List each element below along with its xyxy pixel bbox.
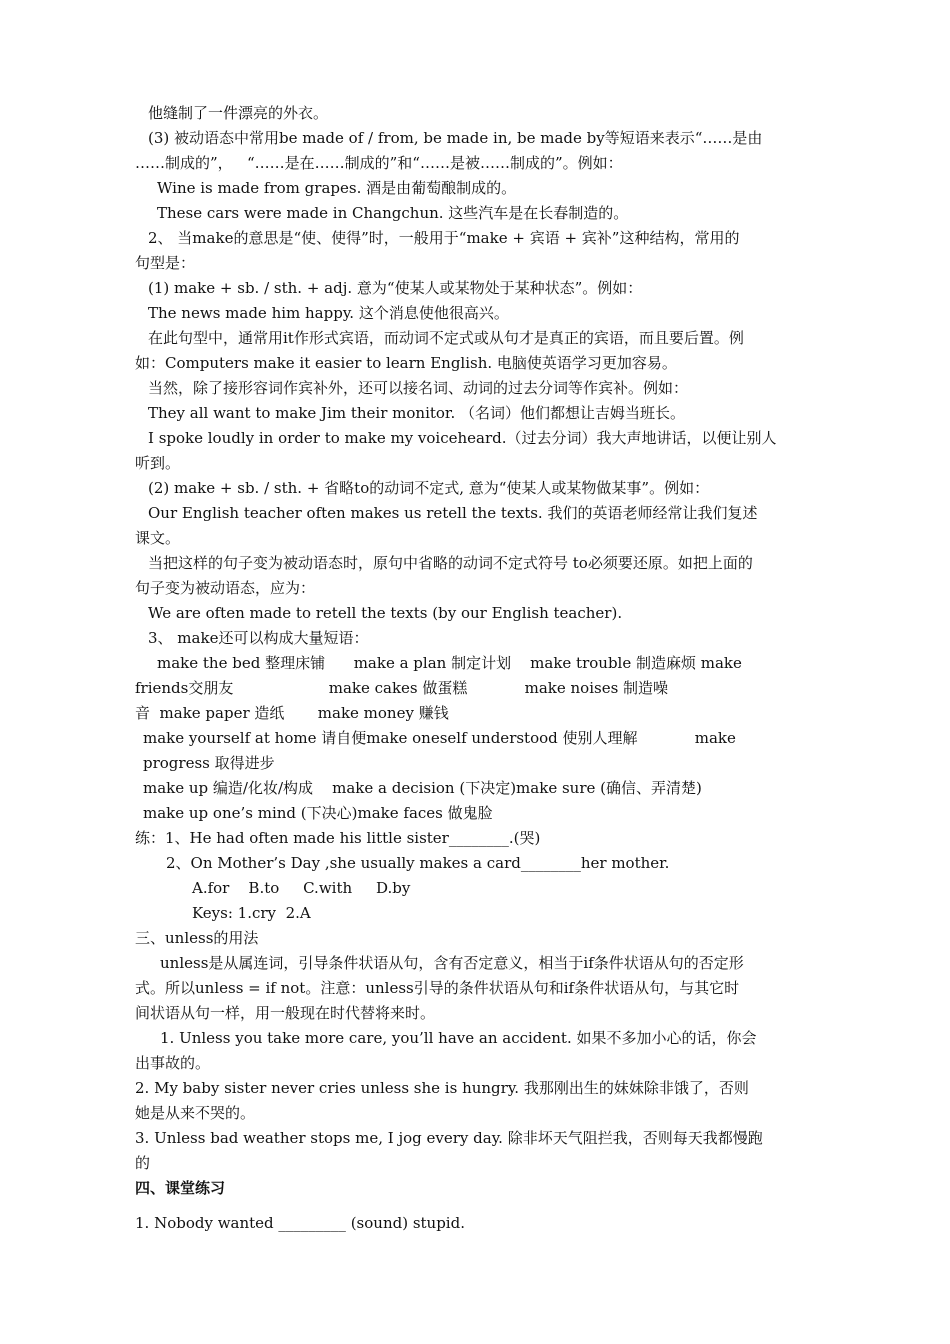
text-line: 如：Computers make it easier to learn English. 电脑使英语学习更加容易。 [135,354,677,372]
section-heading: 四、课堂练习 [135,1179,226,1197]
text-line: (3) 被动语态中常用be made of / from, be made in, be made by等短语来表示“……是由 [148,129,763,147]
text-line: Keys: 1.cry 2.A [192,904,311,922]
text-line: 的 [135,1154,151,1172]
text-line: make yourself at home 请自便make oneself understood 使别人理解 make [143,729,736,747]
text-line: friends交朋友 make cakes 做蛋糕 make noises 制造噪 [135,679,669,697]
text-line: 2、 当make的意思是“使、使得”时，一般用于“make + 宾语 + 宾补”这种结构，常用的 [148,229,740,247]
text-line: Our English teacher often makes us retell the texts. 我们的英语老师经常让我们复述 [148,504,758,522]
text-line: 出事故的。 [135,1054,211,1072]
text-line: progress 取得进步 [143,754,275,772]
text-line: (2) make + sb. / sth. + 省略to的动词不定式, 意为“使某人或某物做某事”。例如： [148,479,710,497]
text-line: 音 make paper 造纸 make money 赚钱 [135,704,449,722]
text-line: 3、 make还可以构成大量短语： [148,629,369,647]
text-line: ……制成的”， “……是在……制成的”和“……是被……制成的”。例如： [135,154,623,172]
text-line: 句型是： [135,254,196,272]
exercise-line: 1. Nobody wanted _________ (sound) stupid. [135,1214,465,1232]
text-line: 3. Unless bad weather stops me, I jog every day. 除非坏天气阻拦我，否则每天我都慢跑 [135,1129,763,1147]
text-line: 2、On Mother’s Day ,she usually makes a card________her mother. [166,854,670,872]
text-line: make the bed 整理床铺 make a plan 制定计划 make trouble 制造麻烦 make [157,654,742,672]
text-line: 他缝制了一件漂亮的外衣。 [148,104,329,122]
text-line: Wine is made from grapes. 酒是由葡萄酿制成的。 [157,179,517,197]
text-line: unless是从属连词，引导条件状语从句，含有否定意义，相当于if条件状语从句的否定形 [160,954,744,972]
text-line: 在此句型中，通常用it作形式宾语，而动词不定式或从句才是真正的宾语，而且要后置。例 [148,329,744,347]
text-line: These cars were made in Changchun. 这些汽车是在长春制造的。 [157,204,629,222]
text-line: make up one’s mind (下决心)make faces 做鬼脸 [143,804,493,822]
section-heading: 三、unless的用法 [135,929,259,947]
text-line: 听到。 [135,454,181,472]
text-line: A.for B.to C.with D.by [192,879,411,897]
text-line: We are often made to retell the texts (by our English teacher). [148,604,623,622]
text-line: 2. My baby sister never cries unless she is hungry. 我那刚出生的妹妹除非饿了，否则 [135,1079,749,1097]
text-line: 当把这样的句子变为被动语态时，原句中省略的动词不定式符号 to必须要还原。如把上面的 [148,554,753,572]
text-line: I spoke loudly in order to make my voiceheard.（过去分词）我大声地讲话，以便让别人 [148,429,777,447]
text-line: They all want to make Jim their monitor. （名词）他们都想让吉姆当班长。 [148,404,685,422]
text-line: 她是从来不哭的。 [135,1104,256,1122]
text-line: The news made him happy. 这个消息使他很高兴。 [148,304,509,322]
text-line: 式。所以unless = if not。注意：unless引导的条件状语从句和if条件状语从句，与其它时 [135,979,740,997]
text-line: 当然，除了接形容词作宾补外，还可以接名词、动词的过去分词等作宾补。例如： [148,379,689,397]
text-line: 间状语从句一样，用一般现在时代替将来时。 [135,1004,436,1022]
text-line: (1) make + sb. / sth. + adj. 意为“使某人或某物处于某种状态”。例如： [148,279,643,297]
text-line: 练：1、He had often made his little sister________.(哭) [135,829,541,847]
text-line: 课文。 [135,529,181,547]
text-line: 句子变为被动语态，应为： [135,579,316,597]
text-line: 1. Unless you take more care, you’ll have an accident. 如果不多加小心的话，你会 [160,1029,757,1047]
text-line: make up 编造/化妆/构成 make a decision (下决定)make sure (确信、弄清楚) [143,779,702,797]
